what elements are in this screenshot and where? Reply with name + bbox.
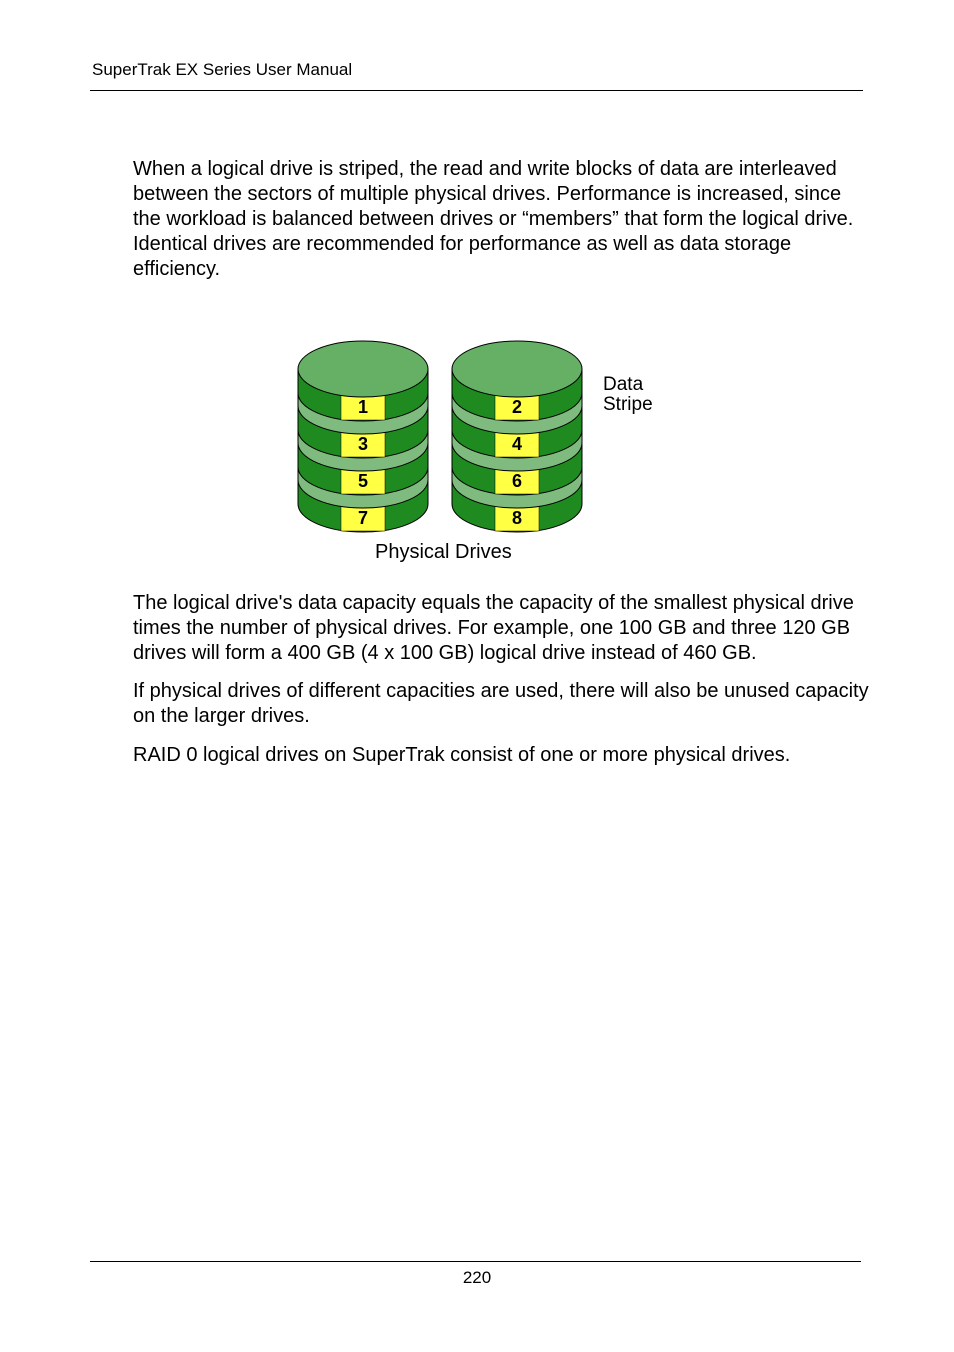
data-block-number: 4 (511, 434, 523, 454)
data-stripe-label-line2: Stripe (603, 394, 653, 415)
drive-top (298, 341, 428, 397)
data-block-number: 7 (357, 508, 369, 528)
paragraph-raid0-members: RAID 0 logical drives on SuperTrak consist of one or more physical drives. (133, 744, 791, 766)
paragraph-capacity: The logical drive's data capacity equals the capacity of the smallest physical drive times the number of physical drives. For example, one 100 GB and three 120 GB drives will form a 400 GB (4 x 100 GB) logical drive instead of 460 GB. (133, 592, 854, 664)
data-stripe-label (603, 375, 653, 415)
data-block-number: 5 (357, 471, 369, 491)
paragraph-striping: When a logical drive is striped, the read and write blocks of data are interleaved between the sectors of multiple physical drives. Performance is increased, since the workload is balanced between drives or “members” that form the logical drive. Identical drives are recommended for performance as well as data storage efficiency. (133, 158, 854, 280)
header-rule (90, 90, 863, 91)
header-title: SuperTrak EX Series User Manual (92, 60, 353, 79)
page-number: 220 (462, 1268, 492, 1287)
physical-drive (452, 341, 582, 532)
data-block-number: 6 (511, 471, 523, 491)
physical-drive (298, 341, 428, 532)
data-block-number: 3 (357, 434, 369, 454)
data-block-number: 2 (511, 397, 523, 417)
data-stripe-label-line1: Data (603, 374, 644, 395)
striped-drives-diagram (290, 336, 590, 546)
data-block-number: 1 (357, 397, 369, 417)
physical-drives-label: Physical Drives (375, 541, 512, 563)
paragraph-unused-capacity: If physical drives of different capacities are used, there will also be unused capacity on the larger drives. (133, 680, 869, 727)
footer-rule (90, 1261, 861, 1262)
data-block-number: 8 (511, 508, 523, 528)
raid0-figure (290, 336, 690, 576)
drive-top (452, 341, 582, 397)
